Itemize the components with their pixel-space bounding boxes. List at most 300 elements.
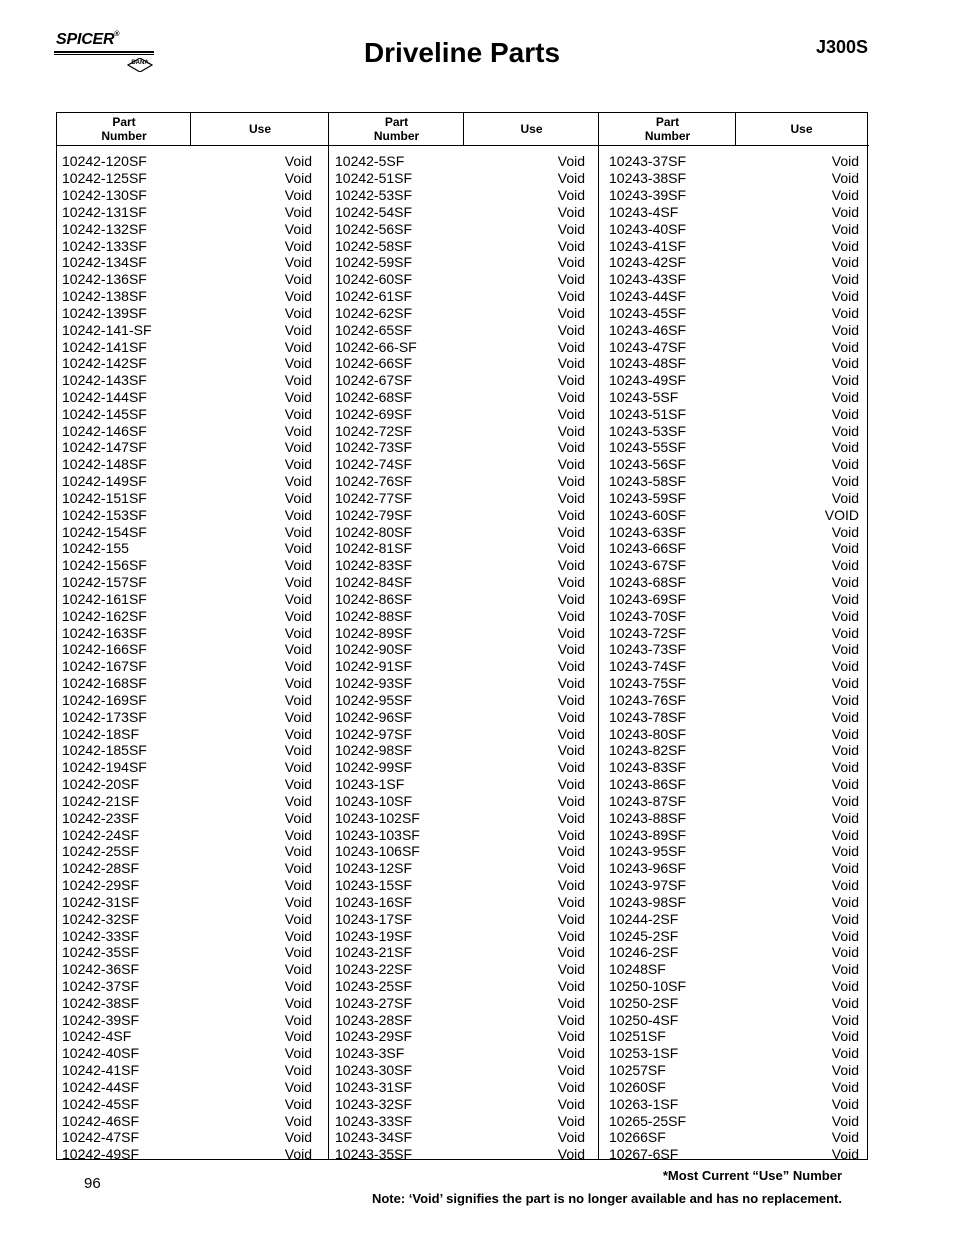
- part-number: 10242-173SF: [62, 708, 147, 725]
- part-number: 10242-168SF: [62, 675, 147, 692]
- table-row: [609, 338, 859, 355]
- table-row: [335, 1028, 585, 1045]
- part-number: 10243-47SF: [609, 338, 687, 355]
- part-number: 10243-1SF: [335, 776, 405, 793]
- table-row: [62, 506, 312, 523]
- part-number: 10242-45SF: [62, 1095, 140, 1112]
- table-row: [62, 540, 312, 557]
- table-row: [335, 1146, 585, 1163]
- use-value: Void: [284, 607, 312, 624]
- use-value: Void: [557, 742, 585, 759]
- part-number: 10242-66SF: [335, 355, 413, 372]
- use-value: Void: [284, 355, 312, 372]
- use-value: Void: [284, 506, 312, 523]
- use-value: Void: [831, 725, 859, 742]
- part-number: 10242-141SF: [62, 338, 147, 355]
- table-row: [62, 1146, 312, 1163]
- use-value: Void: [284, 792, 312, 809]
- part-number: 10242-44SF: [62, 1078, 140, 1095]
- use-value: Void: [284, 439, 312, 456]
- table-row: [62, 641, 312, 658]
- col2-use-header: Use: [520, 122, 543, 136]
- use-value: Void: [831, 153, 859, 170]
- part-number: 10243-103SF: [335, 826, 420, 843]
- use-value: Void: [831, 574, 859, 591]
- table-row: [62, 574, 312, 591]
- part-number: 10266SF: [609, 1129, 666, 1146]
- use-value: Void: [284, 1129, 312, 1146]
- table-row: [335, 1112, 585, 1129]
- table-row: [62, 1112, 312, 1129]
- table-row: [62, 1129, 312, 1146]
- part-number: 10243-25SF: [335, 977, 413, 994]
- table-row: [609, 506, 859, 523]
- use-value: Void: [831, 523, 859, 540]
- table-row: [335, 1079, 585, 1096]
- table-row: [609, 405, 859, 422]
- use-value: Void: [831, 658, 859, 675]
- table-row: [335, 187, 585, 204]
- part-number: 10243-102SF: [335, 809, 420, 826]
- part-number: 10242-81SF: [335, 540, 413, 557]
- part-number: 10242-155: [62, 540, 129, 557]
- header-divider: [463, 113, 464, 146]
- use-value: Void: [284, 288, 312, 305]
- use-value: Void: [557, 1011, 585, 1028]
- use-value: Void: [557, 288, 585, 305]
- part-number: 10243-51SF: [609, 405, 687, 422]
- part-number: 10242-69SF: [335, 405, 413, 422]
- table-row: [609, 456, 859, 473]
- part-number: 10242-54SF: [335, 203, 413, 220]
- use-value: Void: [284, 153, 312, 170]
- part-number: 10242-153SF: [62, 506, 147, 523]
- table-row: [62, 692, 312, 709]
- part-number: 10242-90SF: [335, 641, 413, 658]
- part-number: 10242-72SF: [335, 422, 413, 439]
- part-number: 10243-22SF: [335, 961, 413, 978]
- table-row: [62, 910, 312, 927]
- table-row: [335, 927, 585, 944]
- part-number: 10242-144SF: [62, 389, 147, 405]
- table-row: [609, 187, 859, 204]
- void-note: Note: ‘Void’ signifies the part is no longer available and has no replacement.: [371, 1191, 842, 1206]
- page-number: 96: [84, 1175, 101, 1192]
- part-number: 10243-37SF: [609, 153, 687, 170]
- part-number: 10243-41SF: [609, 237, 687, 254]
- use-value: Void: [831, 893, 859, 910]
- use-value: Void: [831, 254, 859, 271]
- table-row: [62, 624, 312, 641]
- use-value: Void: [557, 506, 585, 523]
- use-value: Void: [284, 708, 312, 725]
- part-number: 10243-15SF: [335, 877, 413, 894]
- use-value: Void: [557, 776, 585, 793]
- table-row: [609, 776, 859, 793]
- use-value: Void: [284, 927, 312, 944]
- use-value: Void: [831, 203, 859, 220]
- table-row: [335, 1045, 585, 1062]
- part-number: 10243-3SF: [335, 1045, 405, 1062]
- use-value: Void: [831, 338, 859, 355]
- use-value: Void: [284, 877, 312, 894]
- use-value: Void: [557, 187, 585, 204]
- part-number: 10242-148SF: [62, 456, 147, 473]
- table-row: [609, 1129, 859, 1146]
- part-number: 10242-139SF: [62, 304, 147, 321]
- column-3-list: [609, 153, 859, 1163]
- table-row: [62, 893, 312, 910]
- part-number: 10242-18SF: [62, 725, 140, 742]
- table-row: [62, 607, 312, 624]
- part-number: 10242-33SF: [62, 927, 140, 944]
- table-row: [335, 422, 585, 439]
- part-number: 10243-17SF: [335, 910, 413, 927]
- table-row: [609, 1095, 859, 1112]
- table-row: [62, 288, 312, 305]
- table-row: [335, 321, 585, 338]
- part-number: 10243-86SF: [609, 776, 687, 793]
- part-number: 10242-136SF: [62, 271, 147, 288]
- use-value: Void: [557, 489, 585, 506]
- table-row: [609, 641, 859, 658]
- part-number: 10243-56SF: [609, 456, 687, 473]
- use-value: Void: [557, 456, 585, 473]
- use-value: Void: [831, 977, 859, 994]
- use-value: Void: [831, 776, 859, 793]
- use-value: Void: [557, 540, 585, 557]
- part-number: 10243-32SF: [335, 1095, 413, 1112]
- part-number: 10243-34SF: [335, 1129, 413, 1146]
- use-value: Void: [557, 389, 585, 405]
- part-number: 10242-76SF: [335, 473, 413, 490]
- part-number: 10243-44SF: [609, 288, 687, 305]
- use-value: Void: [557, 1129, 585, 1146]
- use-value: Void: [284, 254, 312, 271]
- use-value: Void: [831, 1129, 859, 1146]
- table-row: [609, 708, 859, 725]
- table-row: [609, 675, 859, 692]
- use-value: Void: [831, 304, 859, 321]
- part-number: 10243-82SF: [609, 742, 687, 759]
- use-value: Void: [557, 708, 585, 725]
- part-number: 10243-40SF: [609, 220, 687, 237]
- use-value: Void: [831, 961, 859, 978]
- part-number: 10242-25SF: [62, 843, 140, 860]
- use-value: Void: [831, 944, 859, 961]
- use-value: Void: [557, 170, 585, 187]
- part-number: 10242-31SF: [62, 893, 140, 910]
- table-row: [335, 809, 585, 826]
- use-value: Void: [557, 725, 585, 742]
- table-row: [62, 372, 312, 389]
- table-row: [62, 792, 312, 809]
- table-row: [62, 254, 312, 271]
- table-row: [62, 304, 312, 321]
- part-number: 10243-97SF: [609, 877, 687, 894]
- table-row: [62, 675, 312, 692]
- header-divider: [190, 113, 191, 146]
- table-row: [609, 1112, 859, 1129]
- use-value: Void: [557, 372, 585, 389]
- table-row: [335, 1129, 585, 1146]
- part-number: 10242-132SF: [62, 220, 147, 237]
- table-row: [609, 910, 859, 927]
- table-row: [609, 422, 859, 439]
- use-value: Void: [284, 473, 312, 490]
- page-title: Driveline Parts: [363, 37, 561, 68]
- table-row: [609, 490, 859, 507]
- part-number: 10242-84SF: [335, 574, 413, 591]
- part-number: 10242-98SF: [335, 742, 413, 759]
- part-number: 10243-10SF: [335, 792, 413, 809]
- use-value: Void: [831, 489, 859, 506]
- table-row: [62, 389, 312, 406]
- table-row: [62, 776, 312, 793]
- part-number: 10243-48SF: [609, 355, 687, 372]
- part-number: 10242-99SF: [335, 759, 413, 776]
- part-number: 10243-55SF: [609, 439, 687, 456]
- table-row: [609, 591, 859, 608]
- part-number: 10243-38SF: [609, 170, 687, 187]
- table-row: [335, 338, 585, 355]
- part-number: 10242-66-SF: [335, 338, 417, 355]
- part-number: 10242-134SF: [62, 254, 147, 271]
- use-value: Void: [831, 1112, 859, 1129]
- use-value: Void: [557, 691, 585, 708]
- use-value: Void: [557, 860, 585, 877]
- table-row: [609, 742, 859, 759]
- table-row: [335, 304, 585, 321]
- table-row: [609, 759, 859, 776]
- use-value: Void: [557, 977, 585, 994]
- table-row: [609, 1028, 859, 1045]
- part-number: 10242-138SF: [62, 288, 147, 305]
- part-number: 10243-4SF: [609, 203, 679, 220]
- use-value: Void: [557, 994, 585, 1011]
- use-value: Void: [831, 355, 859, 372]
- table-row: [335, 490, 585, 507]
- use-value: Void: [557, 624, 585, 641]
- table-row: [609, 994, 859, 1011]
- use-value: Void: [284, 658, 312, 675]
- table-row: [62, 523, 312, 540]
- part-number: 10244-2SF: [609, 910, 679, 927]
- part-number: 10242-53SF: [335, 187, 413, 204]
- part-number: 10243-60SF: [609, 506, 687, 523]
- part-number: 10243-106SF: [335, 843, 420, 860]
- table-row: [609, 203, 859, 220]
- table-row: [609, 860, 859, 877]
- table-row: [609, 944, 859, 961]
- use-value: Void: [831, 557, 859, 574]
- part-number: 10242-86SF: [335, 590, 413, 607]
- table-row: [335, 591, 585, 608]
- use-value: Void: [831, 826, 859, 843]
- col2-part-header: Part Number: [373, 115, 420, 143]
- table-row: [609, 809, 859, 826]
- part-number: 10243-96SF: [609, 860, 687, 877]
- part-number: 10242-41SF: [62, 1062, 140, 1079]
- part-number: 10243-74SF: [609, 658, 687, 675]
- use-value: Void: [557, 1095, 585, 1112]
- use-value: Void: [831, 1062, 859, 1079]
- table-row: [62, 355, 312, 372]
- use-value: Void: [284, 304, 312, 321]
- part-number: 10242-38SF: [62, 994, 140, 1011]
- table-row: [335, 978, 585, 995]
- part-number: 10243-83SF: [609, 759, 687, 776]
- use-value: Void: [557, 1112, 585, 1129]
- use-value: Void: [831, 809, 859, 826]
- part-number: 10242-39SF: [62, 1011, 140, 1028]
- use-value: Void: [557, 574, 585, 591]
- table-row: [62, 591, 312, 608]
- part-number: 10243-78SF: [609, 708, 687, 725]
- part-number: 10243-16SF: [335, 893, 413, 910]
- use-value: Void: [831, 456, 859, 473]
- table-row: [62, 153, 312, 170]
- use-value: Void: [557, 355, 585, 372]
- table-row: [609, 658, 859, 675]
- use-value: Void: [557, 809, 585, 826]
- part-number: 10242-61SF: [335, 288, 413, 305]
- part-number: 10243-19SF: [335, 927, 413, 944]
- table-row: [62, 473, 312, 490]
- table-row: [62, 338, 312, 355]
- table-row: [609, 439, 859, 456]
- part-number: 10243-12SF: [335, 860, 413, 877]
- table-row: [609, 153, 859, 170]
- table-row: [609, 304, 859, 321]
- use-value: Void: [557, 843, 585, 860]
- part-number: 10242-151SF: [62, 489, 147, 506]
- use-value: Void: [831, 877, 859, 894]
- part-number: 10242-154SF: [62, 523, 147, 540]
- use-value: Void: [831, 691, 859, 708]
- table-row: [609, 574, 859, 591]
- part-number: 10243-42SF: [609, 254, 687, 271]
- part-number: 10242-73SF: [335, 439, 413, 456]
- table-row: [609, 607, 859, 624]
- use-value: Void: [284, 489, 312, 506]
- table-row: [609, 271, 859, 288]
- use-value: Void: [831, 540, 859, 557]
- table-row: [335, 153, 585, 170]
- table-row: [62, 321, 312, 338]
- part-number: 10242-162SF: [62, 607, 147, 624]
- use-value: Void: [557, 607, 585, 624]
- part-number: 10243-43SF: [609, 271, 687, 288]
- use-value: VOID: [824, 506, 859, 523]
- part-number: 10242-37SF: [62, 977, 140, 994]
- table-row: [335, 288, 585, 305]
- part-number: 10245-2SF: [609, 927, 679, 944]
- table-row: [335, 574, 585, 591]
- part-number: 10242-131SF: [62, 203, 147, 220]
- use-value: Void: [831, 389, 859, 405]
- use-value: Void: [557, 675, 585, 692]
- use-value: Void: [831, 1028, 859, 1045]
- use-value: Void: [557, 338, 585, 355]
- table-row: [609, 624, 859, 641]
- table-row: [609, 877, 859, 894]
- part-number: 10242-5SF: [335, 153, 405, 170]
- use-value: Void: [831, 910, 859, 927]
- table-row: [62, 759, 312, 776]
- table-row: [62, 456, 312, 473]
- part-number: 10267-6SF: [609, 1146, 679, 1163]
- use-value: Void: [284, 1011, 312, 1028]
- table-row: [335, 692, 585, 709]
- table-row: [335, 658, 585, 675]
- table-row: [335, 826, 585, 843]
- part-number: 10242-77SF: [335, 489, 413, 506]
- part-number: 10242-59SF: [335, 254, 413, 271]
- part-number: 10242-169SF: [62, 691, 147, 708]
- table-row: [609, 254, 859, 271]
- table-row: [609, 288, 859, 305]
- table-row: [609, 725, 859, 742]
- use-value: Void: [557, 1062, 585, 1079]
- table-row: [609, 473, 859, 490]
- part-number: 10242-68SF: [335, 389, 413, 405]
- part-number: 10243-72SF: [609, 624, 687, 641]
- part-number: 10242-88SF: [335, 607, 413, 624]
- use-value: Void: [831, 994, 859, 1011]
- use-value: Void: [284, 422, 312, 439]
- part-number: 10242-120SF: [62, 153, 147, 170]
- part-number: 10243-59SF: [609, 489, 687, 506]
- part-number: 10243-5SF: [609, 389, 679, 405]
- use-value: Void: [557, 1028, 585, 1045]
- part-number: 10242-80SF: [335, 523, 413, 540]
- use-value: Void: [831, 422, 859, 439]
- use-value: Void: [831, 641, 859, 658]
- col3-part-header: Part Number: [644, 115, 691, 143]
- part-number: 10242-125SF: [62, 170, 147, 187]
- table-row: [335, 170, 585, 187]
- table-row: [609, 220, 859, 237]
- part-number: 10243-28SF: [335, 1011, 413, 1028]
- part-number: 10248SF: [609, 961, 666, 978]
- use-value: Void: [831, 1011, 859, 1028]
- use-value: Void: [831, 405, 859, 422]
- part-number: 10242-35SF: [62, 944, 140, 961]
- use-value: Void: [284, 389, 312, 405]
- use-value: Void: [831, 288, 859, 305]
- table-row: [609, 826, 859, 843]
- table-row: [335, 456, 585, 473]
- part-number: 10243-30SF: [335, 1062, 413, 1079]
- table-row: [335, 675, 585, 692]
- table-row: [335, 203, 585, 220]
- table-row: [335, 1095, 585, 1112]
- use-value: Void: [557, 254, 585, 271]
- col1-part-header: Part Number: [101, 115, 147, 143]
- part-number: 10242-60SF: [335, 271, 413, 288]
- part-number: 10242-156SF: [62, 557, 147, 574]
- parts-table: [56, 112, 868, 1163]
- part-number: 10242-167SF: [62, 658, 147, 675]
- table-row: [609, 389, 859, 406]
- use-value: Void: [284, 220, 312, 237]
- part-number: 10242-23SF: [62, 809, 140, 826]
- part-number: 10242-166SF: [62, 641, 147, 658]
- use-value: Void: [284, 641, 312, 658]
- part-number: 10242-130SF: [62, 187, 147, 204]
- part-number: 10243-76SF: [609, 691, 687, 708]
